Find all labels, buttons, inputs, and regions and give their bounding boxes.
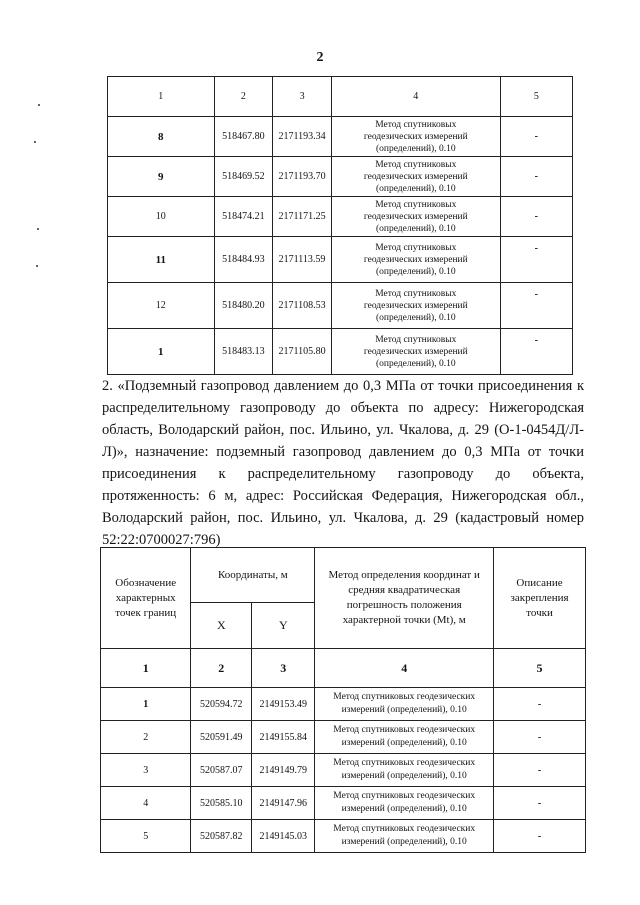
x-coordinate-cell: 520587.07 — [191, 754, 252, 787]
y-coordinate-cell: 2171108.53 — [273, 283, 332, 329]
header-description: Описание закрепления точки — [494, 548, 586, 649]
y-coordinate-cell: 2171105.80 — [273, 329, 332, 375]
x-coordinate-cell: 520591.49 — [191, 721, 252, 754]
point-number-cell: 10 — [108, 197, 215, 237]
description-cell: - — [494, 721, 586, 754]
point-number-cell: 3 — [101, 754, 191, 787]
point-number-cell: 4 — [101, 787, 191, 820]
point-number-cell: 9 — [108, 157, 215, 197]
column-number: 2 — [191, 649, 252, 688]
header-method: Метод определения координат и средняя квадратическая погрешность положения характерной точки (Mt), м — [315, 548, 494, 649]
x-coordinate-cell: 520585.10 — [191, 787, 252, 820]
table-row — [108, 157, 573, 197]
description-cell: - — [500, 283, 572, 329]
table-number-row — [101, 649, 586, 688]
method-cell: Метод спутниковых геодезических измерений (определений), 0.10 — [331, 237, 500, 283]
table-row — [101, 754, 586, 787]
method-cell: Метод спутниковых геодезических измерений (определений), 0.10 — [331, 157, 500, 197]
table-row — [101, 820, 586, 853]
description-cell: - — [500, 329, 572, 375]
point-number-cell: 8 — [108, 117, 215, 157]
point-number-cell: 1 — [101, 688, 191, 721]
table-header-row — [108, 77, 573, 117]
description-cell: - — [500, 157, 572, 197]
table-row — [101, 688, 586, 721]
y-coordinate-cell: 2171171.25 — [273, 197, 332, 237]
x-coordinate-cell: 520594.72 — [191, 688, 252, 721]
header-x: X — [191, 603, 252, 649]
table-row — [108, 329, 573, 375]
y-coordinate-cell: 2149147.96 — [252, 787, 315, 820]
x-coordinate-cell: 518474.21 — [214, 197, 273, 237]
table-row — [108, 237, 573, 283]
description-cell: - — [500, 117, 572, 157]
header-y: Y — [252, 603, 315, 649]
y-coordinate-cell: 2149153.49 — [252, 688, 315, 721]
column-number: 1 — [101, 649, 191, 688]
description-cell: - — [494, 754, 586, 787]
method-cell: Метод спутниковых геодезических измерений (определений), 0.10 — [315, 688, 494, 721]
scan-dot — [38, 104, 40, 106]
y-coordinate-cell: 2171113.59 — [273, 237, 332, 283]
method-cell: Метод спутниковых геодезических измерений (определений), 0.10 — [331, 329, 500, 375]
method-cell: Метод спутниковых геодезических измерений (определений), 0.10 — [315, 787, 494, 820]
coordinates-table-2 — [100, 547, 586, 853]
column-number: 3 — [252, 649, 315, 688]
y-coordinate-cell: 2149155.84 — [252, 721, 315, 754]
table-row — [108, 117, 573, 157]
scan-dot — [34, 141, 36, 143]
object-description-paragraph: 2. «Подземный газопровод давлением до 0,3 МПа от точки присоединения к распределительному газопроводу до объекта по адресу: Нижегородская область, Володарский район, пос. Ильино, ул. Чкалова, д. 29 (О-1-0454Д/Л-Л)», назначение: подземный газопровод давлением до 0,3 МПа от точки присоединения к распределительному газопроводу до объекта, протяженность: 6 м, адрес: Российская Федерация, Нижегородская обл., Володарский район, пос. Ильино, ул. Чкалова, д. 29 (кадастровый номер 52:22:0700027:796) — [102, 378, 584, 548]
description-cell: - — [500, 197, 572, 237]
header-designation: Обозначение характерных точек границ — [101, 548, 191, 649]
y-coordinate-cell: 2149149.79 — [252, 754, 315, 787]
method-cell: Метод спутниковых геодезических измерений (определений), 0.10 — [331, 283, 500, 329]
y-coordinate-cell: 2171193.70 — [273, 157, 332, 197]
table-row — [101, 721, 586, 754]
column-number: 4 — [315, 649, 494, 688]
point-number-cell: 5 — [101, 820, 191, 853]
description-cell: - — [494, 787, 586, 820]
point-number-cell: 12 — [108, 283, 215, 329]
x-coordinate-cell: 520587.82 — [191, 820, 252, 853]
scan-dot — [36, 265, 38, 267]
table-row — [101, 787, 586, 820]
header-cell: 2 — [214, 77, 273, 117]
header-cell: 5 — [500, 77, 572, 117]
method-cell: Метод спутниковых геодезических измерений (определений), 0.10 — [331, 117, 500, 157]
scan-dot — [37, 228, 39, 230]
method-cell: Метод спутниковых геодезических измерений (определений), 0.10 — [315, 754, 494, 787]
description-cell: - — [494, 688, 586, 721]
column-number: 5 — [494, 649, 586, 688]
description-cell: - — [500, 237, 572, 283]
point-number-cell: 2 — [101, 721, 191, 754]
point-number-cell: 1 — [108, 329, 215, 375]
table-row — [108, 197, 573, 237]
x-coordinate-cell: 518480.20 — [214, 283, 273, 329]
table-header-row — [101, 548, 586, 603]
method-cell: Метод спутниковых геодезических измерений (определений), 0.10 — [331, 197, 500, 237]
description-cell: - — [494, 820, 586, 853]
method-cell: Метод спутниковых геодезических измерений (определений), 0.10 — [315, 820, 494, 853]
method-cell: Метод спутниковых геодезических измерений (определений), 0.10 — [315, 721, 494, 754]
x-coordinate-cell: 518484.93 — [214, 237, 273, 283]
header-cell: 1 — [108, 77, 215, 117]
x-coordinate-cell: 518483.13 — [214, 329, 273, 375]
y-coordinate-cell: 2171193.34 — [273, 117, 332, 157]
coordinates-table-1 — [107, 76, 573, 375]
header-cell: 4 — [331, 77, 500, 117]
page-number: 2 — [316, 50, 324, 65]
table-row — [108, 283, 573, 329]
y-coordinate-cell: 2149145.03 — [252, 820, 315, 853]
point-number-cell: 11 — [108, 237, 215, 283]
header-coordinates: Координаты, м — [191, 548, 315, 603]
x-coordinate-cell: 518467.80 — [214, 117, 273, 157]
header-cell: 3 — [273, 77, 332, 117]
x-coordinate-cell: 518469.52 — [214, 157, 273, 197]
